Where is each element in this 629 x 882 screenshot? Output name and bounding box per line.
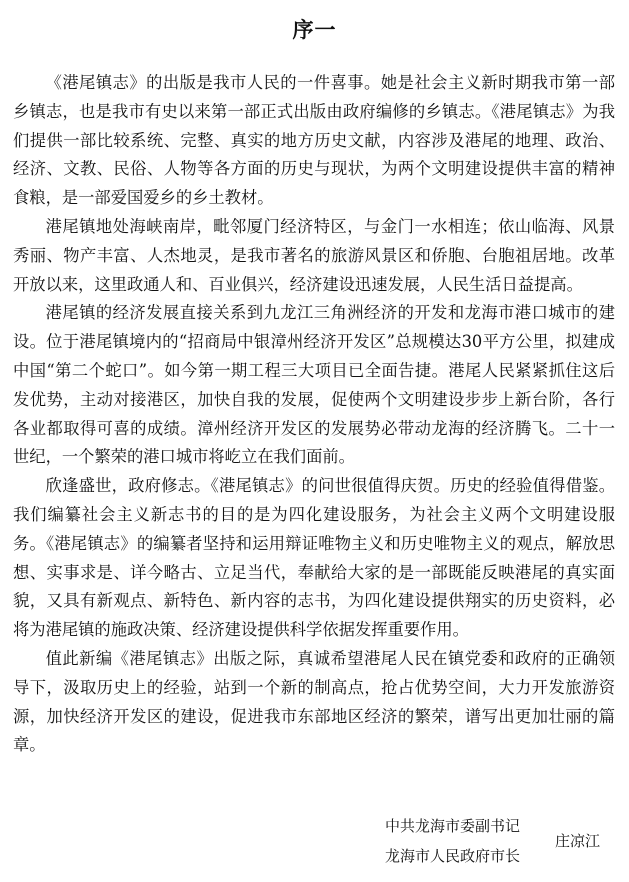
page-title: 序一: [292, 18, 337, 42]
paragraph-1: 《港尾镇志》的出版是我市人民的一件喜事。她是社会主义新时期我市第一部乡镇志，也是我市有史以来第一部正式出版由政府编修的乡镇志。《港尾镇志》为我们提供一部比较系统、完整、真实的地方历史文献，内容涉及港尾的地理、政治、经济、文教、民俗、人物等各方面的历史与现状，为两个文明建设提供丰富的精神食粮，是一部爱国爱乡的乡土教材。: [13, 73, 615, 208]
paragraph-3: 港尾镇的经济发展直接关系到九龙江三角洲经济的开发和龙海市港口城市的建设。位于港尾镇境内的“招商局中银漳州经济开发区”总规模达30平方公里，拟建成中国“第二个蛇口”。如今第一期工程三大项目已全面告捷。港尾人民紧紧抓住这后发优势，主动对接港区，加快自我的发展，促使两个文明建设步步上新台阶，各行各业都取得可喜的成绩。漳州经济开发区的发展势必带动龙海的经济腾飞。二十一世纪，一个繁荣的港口城市将屹立在我们面前。: [13, 303, 615, 467]
paragraph-5: 值此新编《港尾镇志》出版之际，真诚希望港尾人民在镇党委和政府的正确领导下，汲取历史上的经验，站到一个新的制高点，抢占优势空间，大力开发旅游资源，加快经济开发区的建设，促进我市东部地区经济的繁荣，谱写出更加壮丽的篇章。: [13, 648, 615, 755]
paragraph-2: 港尾镇地处海峡南岸，毗邻厦门经济特区，与金门一水相连；依山临海、风景秀丽、物产丰富、人杰地灵，是我市著名的旅游风景区和侨胞、台胞祖居地。改革开放以来，这里政通人和、百业俱兴，经济建设迅速发展，人民生活日益提高。: [13, 216, 615, 294]
signature-title-1: 中共龙海市委副书记: [385, 817, 521, 835]
signature-name: 庄凉江: [555, 832, 601, 850]
signature-block: [385, 811, 625, 871]
signature-title-2: 龙海市人民政府市长: [385, 847, 521, 865]
preface-body: [13, 69, 615, 760]
paragraph-4: 欣逢盛世，政府修志。《港尾镇志》的问世很值得庆贺。历史的经验值得借鉴。我们编纂社会主义新志书的目的是为四化建设服务，为社会主义两个文明建设服务。《港尾镇志》的编纂者坚持和运用辩证唯物主义和历史唯物主义的观点，解放思想、实事求是、详今略古、立足当代，奉献给大家的是一部既能反映港尾的真实面貌，又具有新观点、新特色、新内容的志书，为四化建设提供翔实的历史资料，必将为港尾镇的施政决策、经济建设提供科学依据发挥重要作用。: [13, 476, 615, 640]
